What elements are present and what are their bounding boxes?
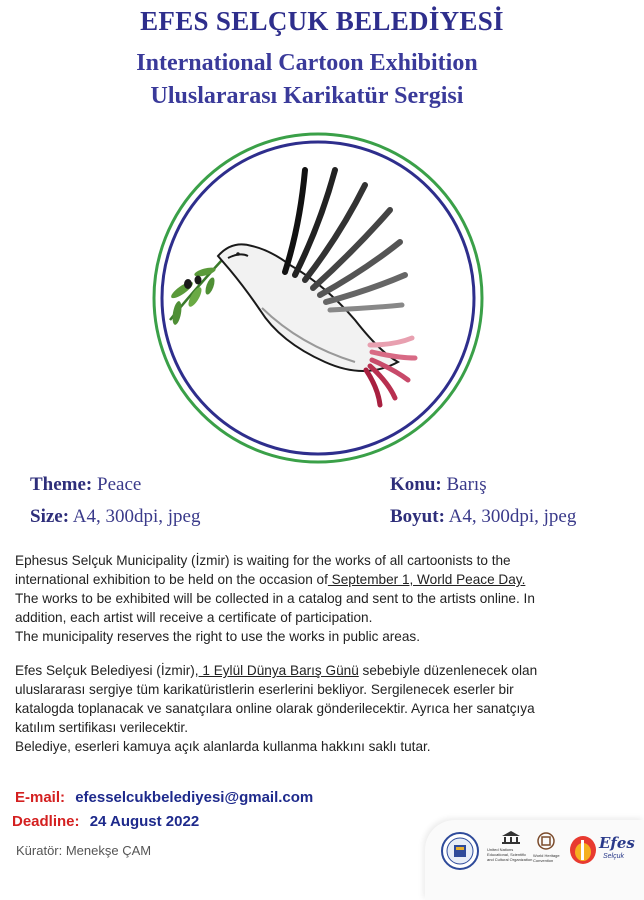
- header-org-title: EFES SELÇUK BELEDİYESİ: [140, 6, 504, 36]
- efes-selcuk-brand-icon: [569, 828, 599, 868]
- world-heritage-icon: [537, 832, 555, 850]
- efes-brand-text: Efes: [599, 834, 635, 852]
- header-title-english: International Cartoon Exhibition: [136, 50, 478, 76]
- english-line-1: Ephesus Selçuk Municipality (İzmir) is waiting for the works of all cartoonists to the: [15, 553, 511, 568]
- english-line-3: The works to be exhibited will be collected in a catalog and sent to the artists online. In: [15, 591, 535, 606]
- deadline-value: 24 August 2022: [89, 813, 200, 830]
- english-description: [15, 551, 625, 646]
- english-line-5: The municipality reserves the right to use the works in public areas.: [15, 629, 420, 644]
- english-line-2-text: international exhibition to be held on the occasion of: [15, 572, 328, 587]
- turkish-line-1-b: sebebiyle düzenlenecek olan: [358, 663, 538, 678]
- boyut-value: A4, 300dpi, jpeg: [448, 506, 577, 527]
- turkish-line-4: katılım sertifikası verilecektir.: [15, 720, 188, 735]
- size-label: Size:: [30, 506, 70, 527]
- turkish-description: [15, 661, 625, 756]
- curator-credit: Küratör: Menekşe ÇAM: [16, 843, 152, 858]
- partner-logos: [425, 820, 644, 900]
- konu-value: Barış: [446, 474, 487, 495]
- turkish-line-5: Belediye, eserleri kamuya açık alanlarda kullanma hakkını saklı tutar.: [15, 739, 431, 754]
- konu-spec: [390, 474, 487, 496]
- english-line-2: [15, 570, 625, 589]
- theme-value: Peace: [97, 474, 142, 495]
- english-line-4: addition, each artist will receive a certificate of participation.: [15, 610, 373, 625]
- size-value: A4, 300dpi, jpeg: [72, 506, 201, 527]
- turkish-line-1: [15, 661, 625, 680]
- size-spec: [30, 506, 200, 528]
- unesco-temple-icon: [501, 830, 521, 844]
- peace-dove-olive-branch-icon: [150, 130, 486, 466]
- konu-label: Konu:: [390, 474, 442, 495]
- world-peace-day-date: September 1, World Peace Day.: [327, 572, 526, 587]
- dunya-baris-gunu-date: 1 Eylül Dünya Barış Günü: [198, 663, 359, 678]
- turkish-line-1-a: Efes Selçuk Belediyesi (İzmir),: [15, 663, 199, 678]
- theme-label: Theme:: [30, 474, 93, 495]
- email-row: [15, 789, 313, 806]
- municipality-seal-icon: [441, 832, 479, 870]
- turkish-line-2: uluslararası sergiye tüm karikatüristlerin eserlerini bekliyor. Sergilenecek eserler bir: [15, 682, 514, 697]
- turkish-line-3: katalogda toplanacak ve sanatçılara online olarak gönderilecektir. Ayrıca her sanatçıya: [15, 701, 535, 716]
- boyut-spec: [390, 506, 576, 528]
- olive-branch-icon: [169, 260, 222, 326]
- header-title-turkish: Uluslararası Karikatür Sergisi: [150, 83, 464, 109]
- email-label: E-mail:: [15, 789, 66, 806]
- theme-spec: [30, 474, 141, 496]
- deadline-label: Deadline:: [12, 813, 80, 830]
- unesco-caption: United Nations Educational, Scientific and Cultural Organization: [487, 847, 533, 862]
- boyut-label: Boyut:: [390, 506, 445, 527]
- deadline-row: [12, 813, 199, 830]
- heritage-caption: World Heritage Convention: [533, 853, 560, 863]
- email-link[interactable]: efesselcukbelediyesi@gmail.com: [75, 789, 314, 806]
- efes-sub-text: Selçuk: [603, 853, 625, 860]
